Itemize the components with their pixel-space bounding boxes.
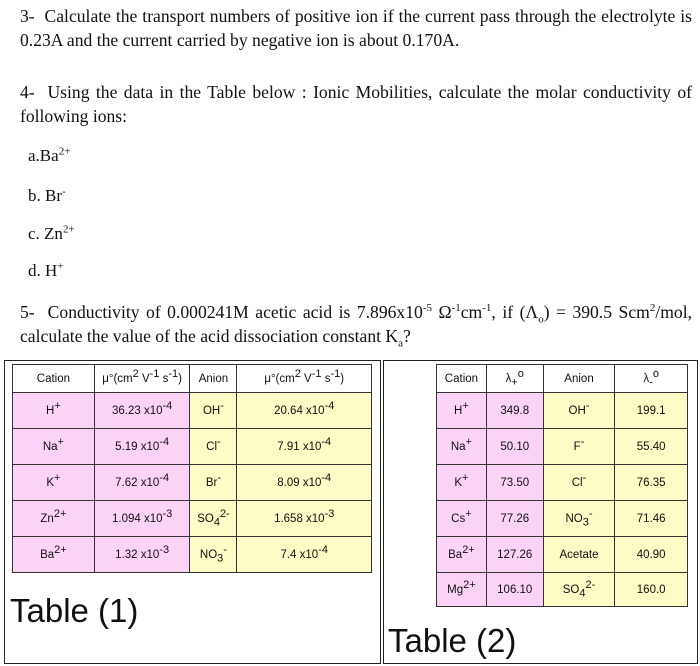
table-row [437,537,688,573]
q5-exp-2: -1 [451,302,461,315]
t2-anion-cell: F- [543,429,615,465]
table-2 [436,364,688,607]
t1-anion-cell: Br- [190,465,237,501]
t1-cation-cell: $Zn^{2+}$ [13,501,95,537]
option-d-label: d. [28,261,41,280]
table-1 [12,364,372,573]
t1-mobility-cell: 1.32 $x10^{-3}$ [94,537,190,573]
t2-lambda-cell: 160.0 [615,573,688,607]
q5-exp-1: -5 [422,302,432,315]
option-a-label: a. [28,146,40,165]
t2-header-cation: Cation [437,365,487,393]
t1-cation-cell: $Ba^{2+}$ [13,537,95,573]
table-row [437,501,688,537]
t2-lambda-cell: 50.10 [486,429,543,465]
option-d-ion: H [45,261,58,280]
t2-cation-cell: $Ba^{2+}$ [437,537,487,573]
option-b-label: b. [28,186,41,205]
t1-mobility-cell: 1.094 $x10^{-3}$ [94,501,190,537]
option-a-charge: 2+ [58,145,71,158]
question-4-text: Using the data in the Table below : Ionic Mobilities, calculate the molar conductivity of following ions: [20,82,692,126]
option-a [28,146,70,166]
t1-cation-cell: K+ [13,465,95,501]
q5-part-7: ? [403,326,411,346]
q5-sub-2: a [398,337,404,350]
option-c-ion: Zn [44,224,63,243]
table-row [13,537,372,573]
t2-cation-cell: $Mg^{2+}$ [437,573,487,607]
t2-lambda-cell: 73.50 [486,465,543,501]
option-c [28,224,75,244]
t1-mobility-cell: 5.19 $x10^{-4}$ [94,429,190,465]
t2-anion-cell: Acetate [543,537,615,573]
table-row [437,573,688,607]
t1-anion-cell: $SO_4^{2-}$ [190,501,237,537]
t2-lambda-cell: 76.35 [615,465,688,501]
t2-anion-cell: $NO_3^-$ [543,501,615,537]
option-b-ion: Br [45,186,62,205]
t1-cation-cell: H+ [13,393,95,429]
question-5 [20,300,692,348]
t2-lambda-cell: 349.8 [486,393,543,429]
question-4-number: 4- [20,82,35,102]
option-a-ion: Ba [39,146,59,165]
t2-header-lambda-plus: $\lambda_+^o$ [486,365,543,393]
q5-part-3: cm [460,302,483,322]
t1-mobility-cell: 7.62 $x10^{-4}$ [94,465,190,501]
q5-part-2: Ω [432,302,452,322]
q5-part-4: , if (Λ [491,302,539,322]
question-5-text [20,302,692,350]
t2-lambda-cell: 106.10 [486,573,543,607]
option-b [28,186,66,206]
option-c-charge: 2+ [62,223,75,236]
question-4 [20,80,692,128]
table-row [437,465,688,501]
table-row [13,393,372,429]
t2-header-lambda-minus: $\lambda_-^o$ [615,365,688,393]
question-3-text: Calculate the transport numbers of positive ion if the current pass through the electrolyte is 0.23A and the current carried by negative ion is about 0.170A. [20,6,692,50]
t2-anion-cell: Cl- [543,465,615,501]
table-2-caption: Table (2) [388,622,517,659]
t1-anion-cell: $NO_3^-$ [190,537,237,573]
t2-cation-cell: Cs+ [437,501,487,537]
t2-lambda-cell: 199.1 [615,393,688,429]
t1-header-cation: Cation [13,365,95,393]
question-3-number: 3- [20,6,35,26]
t2-lambda-cell: 127.26 [486,537,543,573]
t1-anion-cell: Cl- [190,429,237,465]
t1-header-mobility-anion: $\mu^\circ(cm^2$ $V^{-1}$ $s^{-1}$) [237,365,372,393]
q5-exp-4: 2 [649,302,656,315]
t1-mobility-cell: 20.64 $x10^{-4}$ [237,393,372,429]
question-3 [20,4,692,52]
q5-part-6: /mol, calculate the value of the acid dissociation constant K [20,302,692,346]
table-2-header-row [437,365,688,393]
t1-header-anion: Anion [190,365,237,393]
table-1-caption: Table (1) [10,592,139,629]
t1-anion-cell: OH- [190,393,237,429]
t2-lambda-cell: 55.40 [615,429,688,465]
q5-part-1: Conductivity of 0.000241M acetic acid is 7.896x10 [47,302,423,322]
option-d [28,261,64,281]
t2-cation-cell: Na+ [437,429,487,465]
t2-lambda-cell: 71.46 [615,501,688,537]
t1-header-mobility-cation: $\mu^\circ(cm^2$ $V^{-1}$ $s^{-1}$) [94,365,190,393]
t2-anion-cell: $SO_4^{2-}$ [543,573,615,607]
q5-sub-1: o [538,313,544,326]
t1-mobility-cell: 8.09 $x10^{-4}$ [237,465,372,501]
t1-mobility-cell: 36.23 $x10^{-4}$ [94,393,190,429]
question-5-number: 5- [20,302,35,322]
table-row [437,393,688,429]
table-row [13,501,372,537]
table-1-header-row [13,365,372,393]
table-row [13,465,372,501]
t1-mobility-cell: 1.658 $x10^{-3}$ [237,501,372,537]
q5-part-5: ) = 390.5 Scm [543,302,650,322]
t2-cation-cell: H+ [437,393,487,429]
t1-mobility-cell: 7.4 $x10^{-4}$ [237,537,372,573]
t2-anion-cell: OH- [543,393,615,429]
t1-cation-cell: Na+ [13,429,95,465]
table-row [437,429,688,465]
t2-lambda-cell: 40.90 [615,537,688,573]
q5-exp-3: -1 [482,302,492,315]
t2-cation-cell: K+ [437,465,487,501]
t1-mobility-cell: 7.91 $x10^{-4}$ [237,429,372,465]
t2-lambda-cell: 77.26 [486,501,543,537]
t2-header-anion: Anion [543,365,615,393]
table-row [13,429,372,465]
option-b-charge: - [62,185,66,198]
option-d-charge: + [57,260,64,273]
option-c-label: c. [28,224,40,243]
